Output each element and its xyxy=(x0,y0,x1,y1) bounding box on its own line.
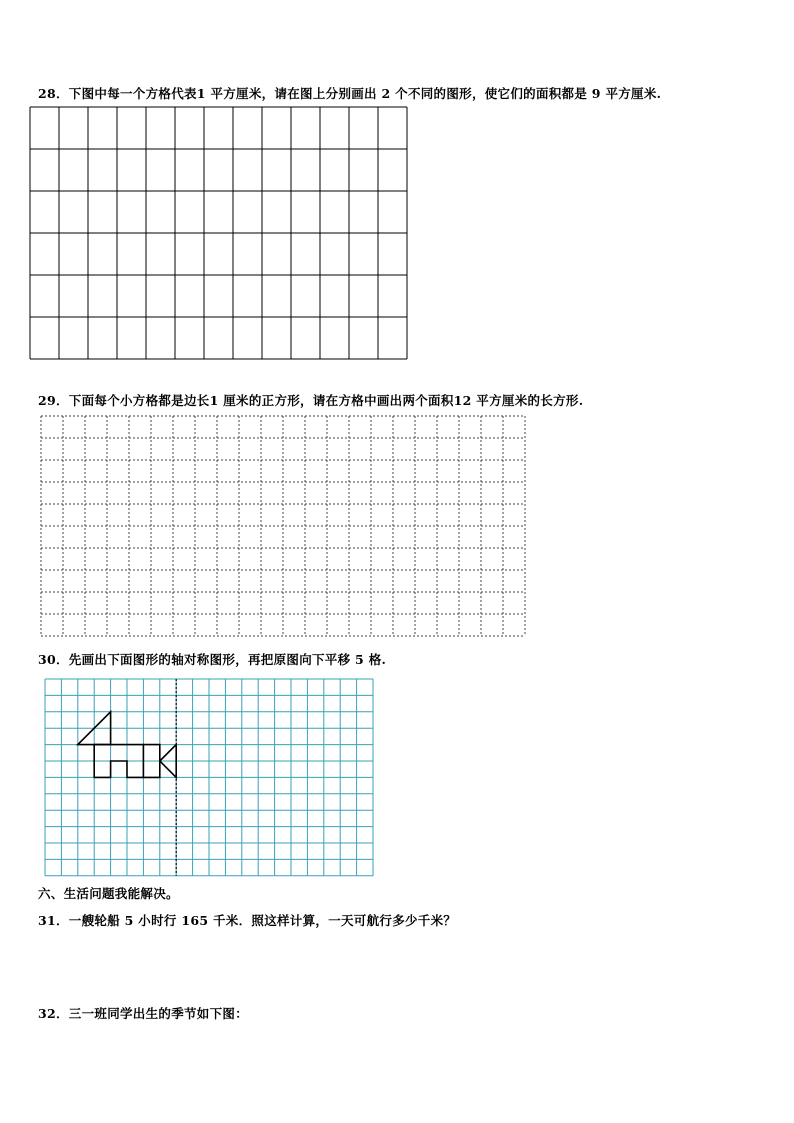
section-6-heading xyxy=(38,884,179,902)
question-29-number: 29 xyxy=(38,393,56,408)
question-30-text: ．先画出下面图形的轴对称图形，再把原图向下平移 5 格. xyxy=(56,652,387,667)
question-28-text: ．下图中每一个方格代表1 平方厘米，请在图上分别画出 2 个不同的图形，使它们的面积都是 9 平方厘米. xyxy=(56,86,662,101)
question-29 xyxy=(38,391,583,409)
question-30-number: 30 xyxy=(38,652,56,667)
question-32-number: 32 xyxy=(38,1006,56,1021)
question-32-text: ．三一班同学出生的季节如下图： xyxy=(56,1006,249,1021)
question-31-number: 31 xyxy=(38,913,56,928)
question-31 xyxy=(38,911,456,929)
question-28 xyxy=(38,84,661,102)
question-28-number: 28 xyxy=(38,86,56,101)
section-6-text: 六、生活问题我能解决。 xyxy=(38,886,179,901)
question-29-text: ．下面每个小方格都是边长1 厘米的正方形，请在方格中画出两个面积12 平方厘米的长方形. xyxy=(56,393,584,408)
symmetry-grid-30[interactable] xyxy=(44,678,376,878)
dashed-grid-29[interactable] xyxy=(40,415,530,640)
question-31-text: ．一艘轮船 5 小时行 165 千米．照这样计算，一天可航行多少千米？ xyxy=(56,913,457,928)
question-32 xyxy=(38,1004,248,1022)
square-grid-28[interactable] xyxy=(29,106,409,362)
question-30 xyxy=(38,650,386,668)
